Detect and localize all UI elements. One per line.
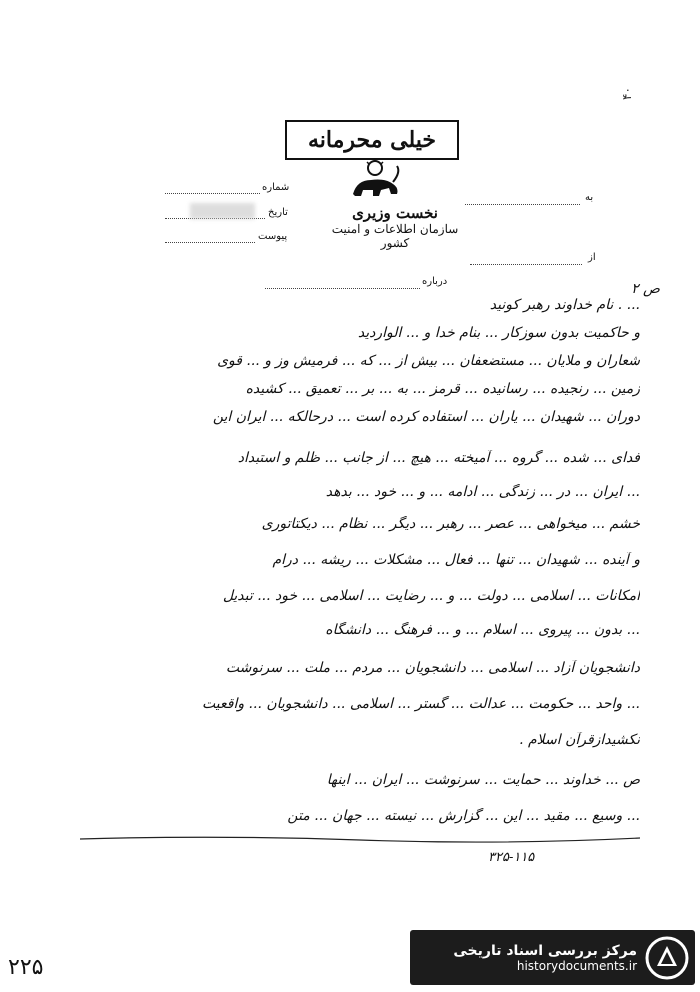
field-to-line xyxy=(465,204,580,205)
handwritten-line: نکشیدازقرآن اسلام . xyxy=(519,732,640,748)
handwritten-line: خشم ... میخواهی ... عصر ... رهبر ... دیگر ... نظام ... دیکتاتوری xyxy=(261,516,640,532)
postscript-line: ص ... خداوند ... حمایت ... سرنوشت ... ایران ... اینها xyxy=(326,772,640,788)
agency-subtitle: سازمان اطلاعات و امنیت کشور xyxy=(331,222,459,250)
handwritten-line: شعاران و ملایان ... مستضعفان ... بیش از ... که ... فرمیش وز و ... قوی xyxy=(217,353,640,369)
field-attachment-label: پیوست xyxy=(258,231,288,242)
field-number-line xyxy=(165,193,260,194)
postscript-line: ... وسیع ... مقید ... این ... گزارش ... نیسته ... جهان ... متن xyxy=(287,808,640,824)
watermark-title: مرکز بررسی اسناد تاریخی xyxy=(453,942,637,959)
handwritten-line: ... ایران ... در ... زندگی ... ادامه ... و ... خود ... بدهد xyxy=(325,484,640,500)
handwritten-line: و آینده ... شهیدان ... تنها ... فعال ... مشکلات ... ریشه ... درام xyxy=(272,552,640,568)
field-subject-label: درباره xyxy=(422,276,448,287)
handwritten-line: دوران ... شهیدان ... یاران ... استفاده کرده است ... درحالکه ... ایران این xyxy=(212,409,640,425)
archive-logo-icon xyxy=(645,936,689,980)
field-from-line xyxy=(470,264,582,265)
field-attachment-line xyxy=(165,242,255,243)
date-stamp-smudge xyxy=(190,203,255,219)
agency-heading xyxy=(325,204,465,250)
classification-stamp: خیلی محرمانه xyxy=(285,120,459,160)
handwritten-line: زمین ... رنجیده ... رسانیده ... قرمز ... به ... بر ... تعمیق ... کشیده xyxy=(245,381,640,397)
signature-stroke xyxy=(80,835,640,843)
field-to-label: به xyxy=(585,192,594,203)
handwritten-line: امکانات ... اسلامی ... دولت ... و ... رضایت ... اسلامی ... خود ... تبدیل xyxy=(222,588,640,604)
margin-note: ۴۰ xyxy=(620,87,634,100)
archive-watermark xyxy=(410,930,695,985)
handwritten-line: ... . نام خداوند رهبر کونید xyxy=(489,297,640,313)
page-number: ۲۲۵ xyxy=(8,955,44,980)
field-date-label: تاریخ xyxy=(268,207,288,218)
field-number-label: شماره xyxy=(262,182,290,193)
document-number: ۳۲۵-۱۱۵ xyxy=(488,850,535,865)
agency-name: نخست وزیری xyxy=(352,204,438,222)
handwritten-line: دانشجویان آزاد ... اسلامی ... دانشجویان ... مردم ... ملت ... سرنوشت xyxy=(225,660,640,676)
lion-and-sun-emblem-icon xyxy=(345,158,405,202)
field-from-label: از xyxy=(588,252,596,263)
field-subject-line xyxy=(265,288,420,289)
watermark-url: historydocuments.ir xyxy=(516,958,637,973)
handwritten-line: ... واحد ... حکومت ... عدالت ... گستر ... اسلامی ... دانشجویان ... واقعیت xyxy=(202,696,640,712)
handwritten-line: فدای ... شده ... گروه ... آمیخته ... هیچ ... از جانب ... ظلم و استبداد xyxy=(237,450,640,466)
salutation: ص ۲ xyxy=(631,281,660,297)
handwritten-line: و حاکمیت بدون سوزکار ... بنام خدا و ... الواردید xyxy=(357,325,640,341)
handwritten-line: ... بدون ... پیروی ... اسلام ... و ... فرهنگ ... دانشگاه xyxy=(325,622,640,638)
